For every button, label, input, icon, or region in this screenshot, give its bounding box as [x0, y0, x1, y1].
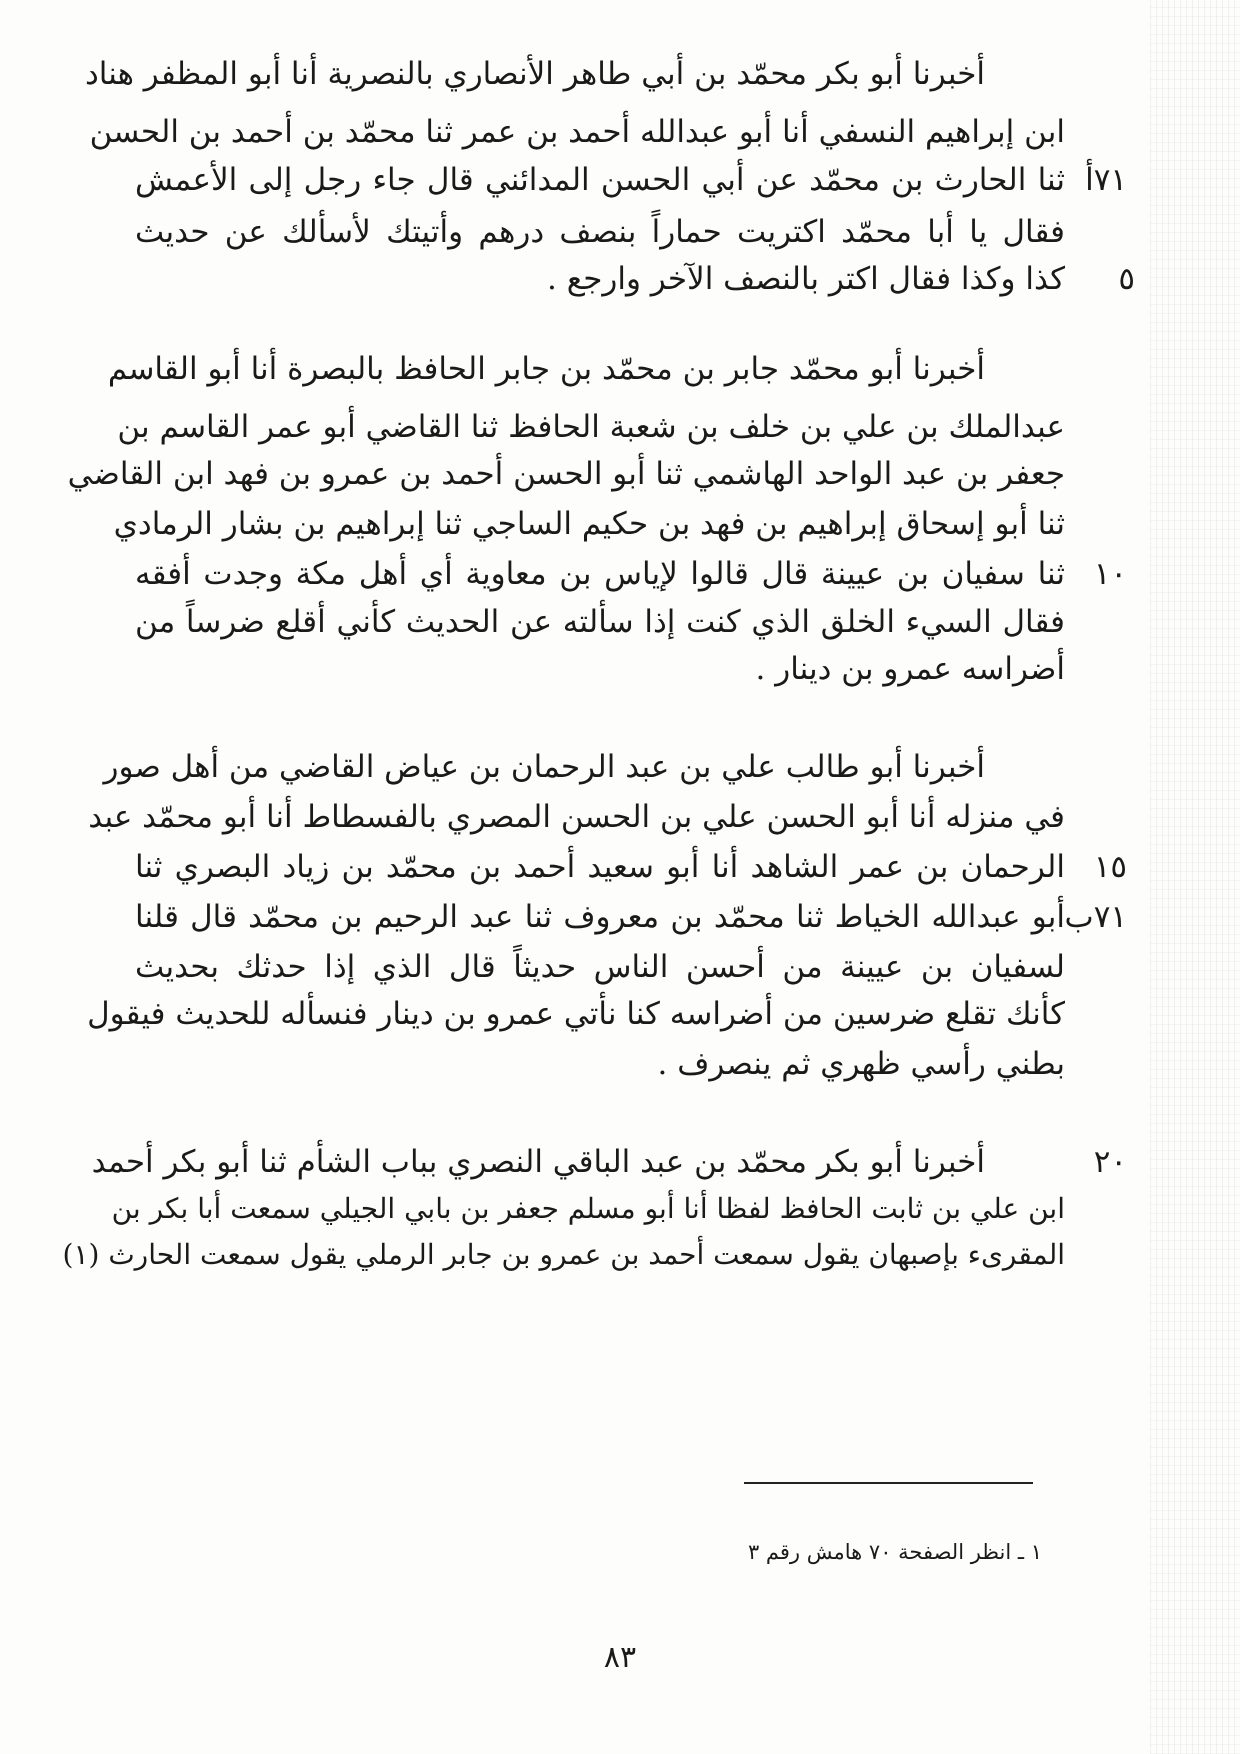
paragraph-4-line-2: ابن علي بن ثابت الحافظ لفظا أنا أبو مسلم جعفر بن بابي الجيلي سمعت أبا بكر بن: [111, 1192, 1065, 1225]
page-number: ٨٣: [603, 1640, 637, 1675]
paragraph-2-line-3: جعفر بن عبد الواحد الهاشمي ثنا أبو الحسن أحمد بن عمرو بن فهد ابن القاضي: [67, 456, 1065, 492]
paragraph-4-line-1: أخبرنا أبو بكر محمّد بن عبد الباقي النصري بباب الشأم ثنا أبو بكر أحمد: [91, 1144, 985, 1180]
paragraph-2-line-2: عبدالملك بن علي بن خلف بن شعبة الحافظ ثنا القاضي أبو عمر القاسم بن: [117, 409, 1065, 445]
footnote-separator: [744, 1482, 1033, 1484]
paragraph-1-line-1: أخبرنا أبو بكر محمّد بن أبي طاهر الأنصاري بالنصرية أنا أبو المظفر هناد: [84, 56, 985, 92]
paragraph-3-line-5: لسفيان بن عيينة من أحسن الناس حديثاً قال الذي إذا حدثك بحديث: [135, 949, 1065, 985]
paragraph-2-line-7: أضراسه عمرو بن دينار .: [755, 651, 1065, 687]
paragraph-2-line-4: ثنا أبو إسحاق إبراهيم بن فهد بن حكيم الساجي ثنا إبراهيم بن بشار الرمادي: [113, 506, 1065, 542]
paragraph-2-line-1: أخبرنا أبو محمّد جابر بن محمّد بن جابر الحافظ بالبصرة أنا أبو القاسم: [107, 351, 985, 387]
paragraph-1-line-3: ثنا الحارث بن محمّد عن أبي الحسن المدائني قال جاء رجل إلى الأعمش: [135, 162, 1065, 198]
margin-line-number-10: ١٠: [1093, 556, 1127, 592]
paragraph-3-line-2: في منزله أنا أبو الحسن علي بن الحسن المصري بالفسطاط أنا أبو محمّد عبد: [88, 799, 1065, 835]
paragraph-3-line-4: أبو عبدالله الخياط ثنا محمّد بن معروف ثنا عبد الرحيم بن محمّد قال قلنا: [135, 899, 1065, 935]
paragraph-3-line-6: كأنك تقلع ضرسين من أضراسه كنا نأتي عمرو بن دينار فنسأله للحديث فيقول: [87, 996, 1065, 1032]
margin-folio-71b: ٧١ب: [1064, 899, 1127, 935]
paragraph-1-line-5: كذا وكذا فقال اكتر بالنصف الآخر وارجع .: [546, 261, 1065, 297]
margin-line-number-5: ٥: [1118, 261, 1135, 297]
paragraph-2-line-5: ثنا سفيان بن عيينة قال قالوا لإياس بن معاوية أي أهل مكة وجدت أفقه: [135, 556, 1065, 592]
paragraph-2-line-6: فقال السيء الخلق الذي كنت إذا سألته عن الحديث كأني أقلع ضرساً من: [135, 604, 1065, 640]
scanned-page-edge: [1150, 0, 1240, 1754]
footnote: ١ ـ انظر الصفحة ٧٠ هامش رقم ٣: [747, 1540, 1042, 1564]
margin-line-number-15: ١٥: [1093, 849, 1127, 885]
paragraph-3-line-3: الرحمان بن عمر الشاهد أنا أبو سعيد أحمد بن محمّد بن زياد البصري ثنا: [135, 849, 1065, 885]
margin-folio-71a: ٧١أ: [1085, 162, 1127, 198]
paragraph-3-line-7: بطني رأسي ظهري ثم ينصرف .: [657, 1046, 1065, 1082]
paragraph-1-line-4: فقال يا أبا محمّد اكتريت حماراً بنصف درهم وأتيتك لأسألك عن حديث: [135, 214, 1065, 250]
margin-line-number-20: ٢٠: [1093, 1144, 1127, 1180]
paragraph-3-line-1: أخبرنا أبو طالب علي بن عبد الرحمان بن عياض القاضي من أهل صور: [103, 749, 985, 785]
paragraph-4-line-3: المقرىء بإصبهان يقول سمعت أحمد بن عمرو بن جابر الرملي يقول سمعت الحارث (١): [62, 1238, 1065, 1271]
paragraph-1-line-2: ابن إبراهيم النسفي أنا أبو عبدالله أحمد بن عمر ثنا محمّد بن أحمد بن الحسن: [89, 114, 1065, 150]
